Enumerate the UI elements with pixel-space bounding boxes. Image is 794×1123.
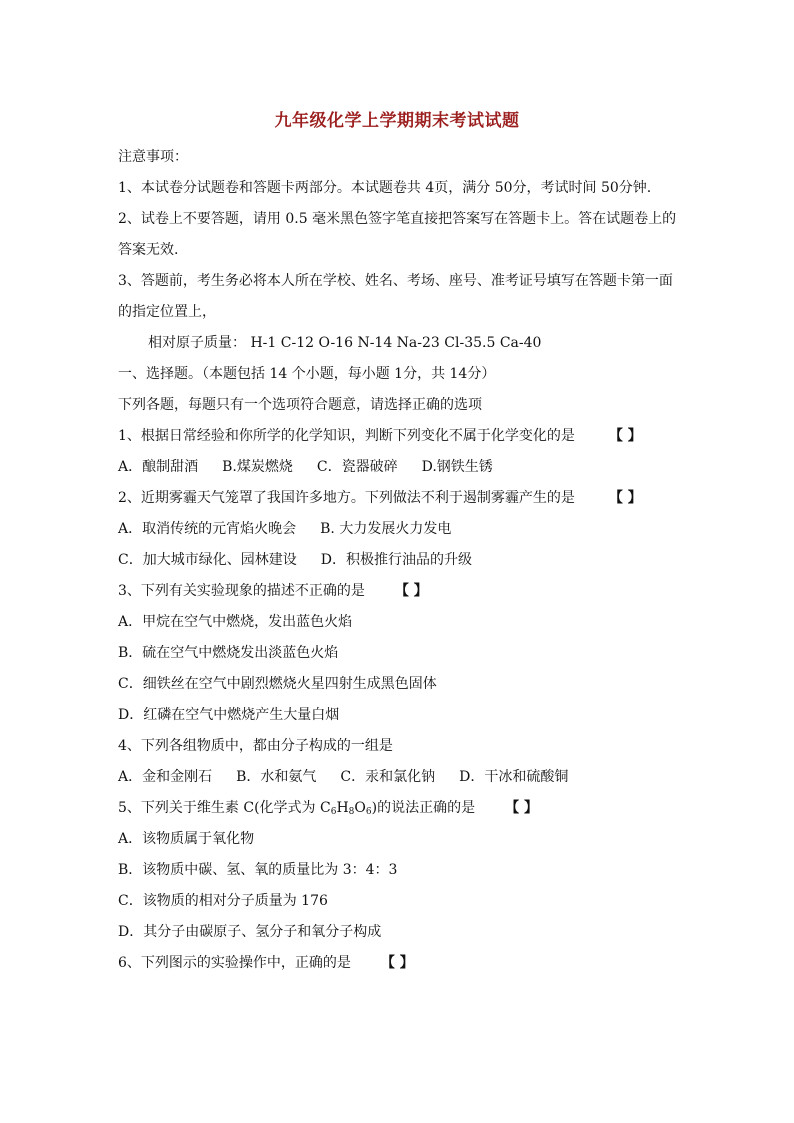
option-d: D．积极推行油品的升级 [320, 552, 472, 568]
option-b: B．水和氨气 [236, 769, 317, 785]
page-title: 九年级化学上学期期末考试试题 [274, 111, 520, 131]
option-c: C．汞和氯化钠 [340, 769, 436, 785]
option-b: B．该物质中碳、氢、氧的质量比为 3：4：3 [118, 862, 398, 878]
answer-bracket: 【 】 [608, 490, 642, 506]
option-a: A．酿制甜酒 [118, 459, 199, 475]
note-item-2-line-2: 答案无效. [118, 242, 179, 258]
section-instruction: 下列各题，每题只有一个选项符合题意，请选择正确的选项 [118, 397, 482, 413]
question-5 [118, 799, 538, 821]
option-a: A．取消传统的元宵焰火晚会 [118, 521, 297, 537]
option-d: D．干冰和硫酸铜 [459, 769, 569, 785]
option-c: C．细铁丝在空气中剧烈燃烧火星四射生成黑色固体 [118, 676, 437, 692]
question-stem: 6、下列图示的实验操作中，正确的是 [118, 955, 351, 971]
question-6 [118, 954, 414, 972]
option-a: A．金和金刚石 [118, 769, 213, 785]
question-2-options-row-1 [118, 520, 475, 538]
question-stem: 3、下列有关实验现象的描述不正确的是 [118, 583, 365, 599]
atomic-mass-line: 相对原子质量： H-1 C-12 O-16 N-14 Na-23 Cl-35.5 Ca-40 [148, 335, 542, 351]
question-4: 4、下列各组物质中，都由分子构成的一组是 [118, 738, 393, 754]
answer-bracket: 【 】 [505, 800, 538, 816]
question-1 [118, 427, 642, 445]
stem-text: )的说法正确的是 [371, 800, 476, 816]
answer-bracket: 【 】 [608, 428, 642, 444]
option-a: A．甲烷在空气中燃烧，发出蓝色火焰 [118, 614, 353, 630]
formula-subscript: 6 [330, 807, 337, 817]
question-2 [118, 489, 642, 507]
notes-heading: 注意事项： [118, 149, 188, 165]
option-b: B.煤炭燃烧 [222, 459, 293, 475]
note-item-3-line-2: 的指定位置上， [118, 304, 216, 320]
option-d: D.钢铁生锈 [421, 459, 493, 475]
option-b: B．硫在空气中燃烧发出淡蓝色火焰 [118, 645, 339, 661]
question-stem [118, 800, 475, 816]
option-b: B. 大力发展火力发电 [320, 521, 452, 537]
question-stem: 1、根据日常经验和你所学的化学知识，判断下列变化不属于化学变化的是 [118, 428, 575, 444]
formula-subscript: 6 [365, 807, 372, 817]
question-stem: 2、近期雾霾天气笼罩了我国许多地方。下列做法不利于遏制雾霾产生的是 [118, 490, 575, 506]
section-heading: 一、选择题。（本题包括 14 个小题，每小题 1分，共 14分） [118, 366, 496, 382]
note-item-3-line-1: 3、答题前，考生务必将本人所在学校、姓名、考场、座号、准考证号填写在答题卡第一面 [118, 273, 673, 289]
answer-bracket: 【 】 [394, 583, 428, 599]
question-3 [118, 582, 428, 600]
formula-element: O [354, 800, 366, 816]
option-d: D．其分子由碳原子、氢分子和氧分子构成 [118, 924, 382, 940]
stem-text: 5、下列关于维生素 C(化学式为 C [118, 800, 331, 816]
option-c: C．瓷器破碎 [316, 459, 398, 475]
answer-bracket: 【 】 [380, 955, 414, 971]
formula-element: H [336, 800, 349, 816]
question-4-options [118, 768, 592, 786]
note-item-1: 1、本试卷分试题卷和答题卡两部分。本试题卷共 4页，满分 50分，考试时间 50分钟. [118, 180, 652, 196]
option-a: A．该物质属于氧化物 [118, 831, 255, 847]
option-d: D．红磷在空气中燃烧产生大量白烟 [118, 707, 340, 723]
option-c: C．加大城市绿化、园林建设 [118, 552, 297, 568]
question-1-options [118, 458, 517, 476]
note-item-2-line-1: 2、试卷上不要答题，请用 0.5 毫米黑色签字笔直接把答案写在答题卡上。答在试题卷上的 [118, 211, 677, 227]
option-c: C．该物质的相对分子质量为 176 [118, 893, 328, 909]
question-2-options-row-2 [118, 551, 496, 569]
formula-subscript: 8 [348, 807, 355, 817]
